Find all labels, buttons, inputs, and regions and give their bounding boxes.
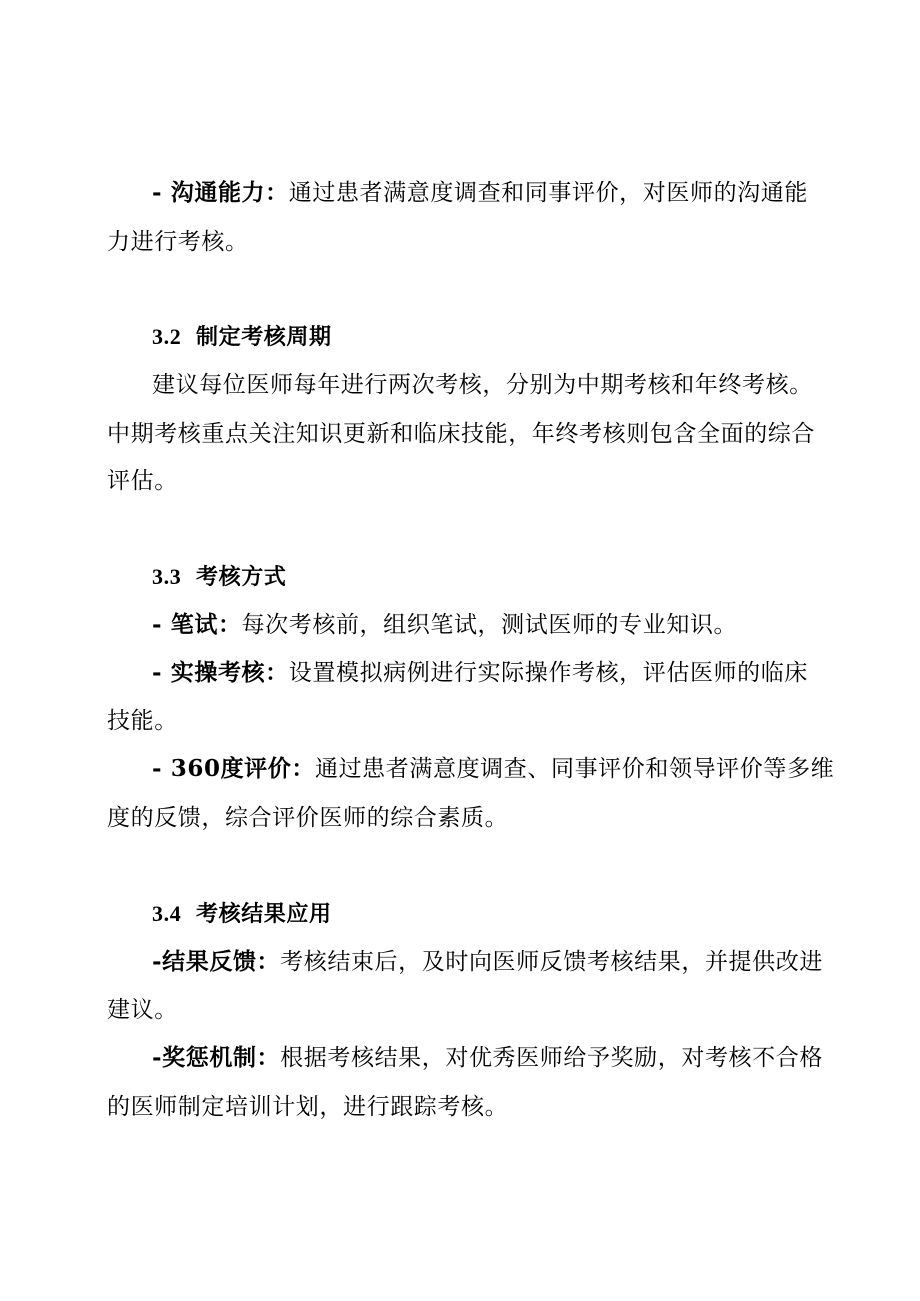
communication-label: - 沟通能力：	[152, 179, 289, 206]
s33-item-practical-line-2	[107, 706, 178, 736]
s33-item-label: - 实操考核：	[152, 659, 289, 686]
communication-line-1	[152, 178, 808, 208]
s33-item-practical-line-1	[152, 658, 808, 688]
section-title-3-4: 考核结果应用	[196, 901, 332, 927]
section-number-3-4: 3.4	[152, 901, 182, 926]
s33-item-label: - 笔试：	[152, 611, 242, 638]
s32-paragraph-line-3	[107, 466, 178, 496]
communication-text-2: 力进行考核。	[107, 229, 249, 255]
s34-item-label: -奖惩机制：	[152, 1044, 281, 1071]
s33-item-text: 通过患者满意度调查、同事评价和领导评价等多维	[314, 756, 835, 782]
s32-paragraph-line-1	[152, 370, 813, 400]
s34-item-feedback-line-1	[152, 947, 823, 977]
s32-paragraph-line-2	[107, 419, 815, 449]
s33-item-text: 度的反馈，综合评价医师的综合素质。	[107, 805, 509, 831]
s34-item-reward-line-1	[152, 1043, 823, 1073]
s33-item-written-test	[152, 610, 737, 640]
communication-line-2	[107, 227, 249, 257]
s34-item-text: 根据考核结果，对优秀医师给予奖励，对考核不合格	[280, 1045, 823, 1071]
section-heading-3-2	[152, 322, 332, 352]
s33-item-text: 技能。	[107, 708, 178, 734]
s33-item-text: 每次考核前，组织笔试，测试医师的专业知识。	[241, 612, 738, 638]
section-heading-3-3	[152, 562, 286, 592]
section-number-3-3: 3.3	[152, 564, 182, 589]
s33-item-label: - 360度评价：	[152, 755, 315, 782]
s32-text-1: 建议每位医师每年进行两次考核，分别为中期考核和年终考核。	[152, 372, 813, 398]
s34-item-text: 建议。	[107, 997, 178, 1023]
section-heading-3-4	[152, 899, 332, 929]
s33-item-360-line-1	[152, 754, 834, 784]
section-number-3-2: 3.2	[152, 324, 182, 349]
section-title-3-2: 制定考核周期	[196, 324, 332, 350]
communication-text-1: 通过患者满意度调查和同事评价，对医师的沟通能	[288, 180, 808, 206]
s32-text-2: 中期考核重点关注知识更新和临床技能，年终考核则包含全面的综合	[107, 421, 815, 447]
s32-text-3: 评估。	[107, 468, 178, 494]
s34-item-reward-line-2	[107, 1092, 508, 1122]
s34-item-label: -结果反馈：	[152, 948, 281, 975]
s34-item-text: 考核结束后，及时向医师反馈考核结果，并提供改进	[280, 949, 823, 975]
s33-item-text: 设置模拟病例进行实际操作考核，评估医师的临床	[288, 660, 808, 686]
s33-item-360-line-2	[107, 803, 508, 833]
s34-item-text: 的医师制定培训计划，进行跟踪考核。	[107, 1094, 509, 1120]
s34-item-feedback-line-2	[107, 995, 178, 1025]
section-title-3-3: 考核方式	[196, 564, 287, 590]
